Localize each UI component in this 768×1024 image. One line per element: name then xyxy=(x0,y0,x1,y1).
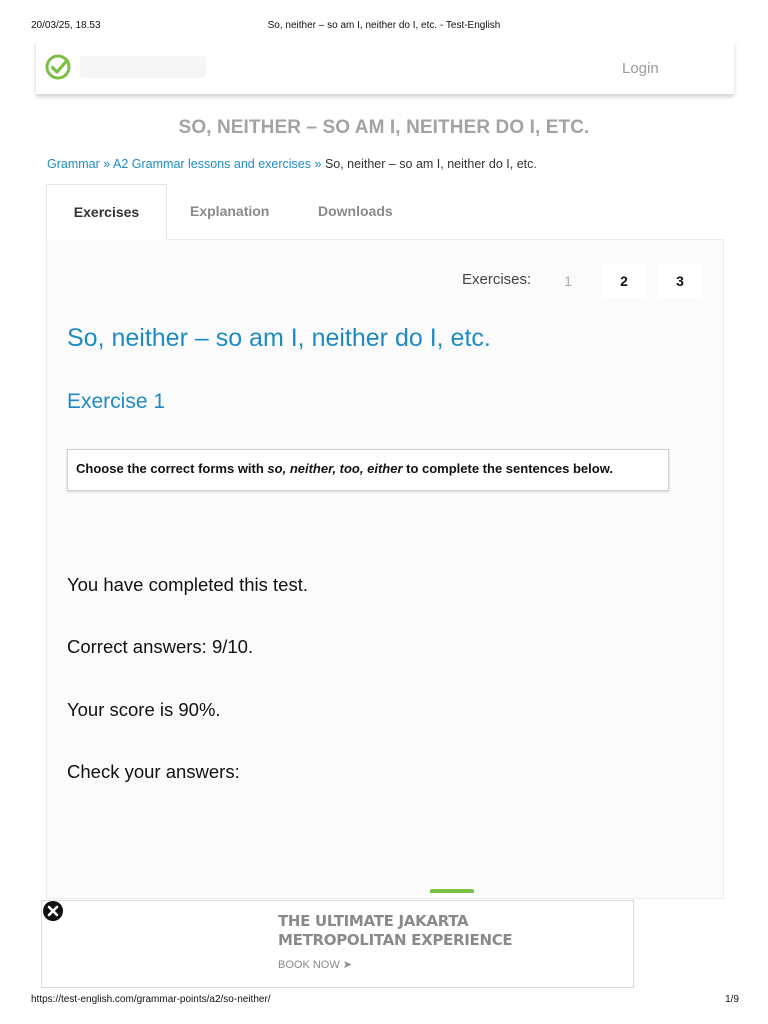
print-title: So, neither – so am I, neither do I, etc. - Test-English xyxy=(267,20,501,31)
ad-banner[interactable] xyxy=(41,900,634,988)
check-answers-button-top[interactable] xyxy=(430,889,474,893)
check-circle-icon[interactable] xyxy=(45,54,71,80)
ad-headline-1: THE ULTIMATE JAKARTA xyxy=(278,912,469,930)
login-link[interactable]: Login xyxy=(622,60,659,77)
print-url: https://test-english.com/grammar-points/a2/so-neither/ xyxy=(31,994,271,1005)
breadcrumb-current: So, neither – so am I, neither do I, etc. xyxy=(324,157,537,171)
site-header xyxy=(36,40,734,94)
exercise-nav-item-1[interactable]: 1 xyxy=(564,273,572,289)
exercise-nav-label: Exercises: xyxy=(462,271,532,288)
print-date: 20/03/25, 18.53 xyxy=(31,20,101,31)
site-logo-text[interactable] xyxy=(80,56,206,78)
instruction-emphasis: so, neither, too, either xyxy=(267,461,403,476)
ad-book-now[interactable]: BOOK NOW ➤ xyxy=(278,959,352,971)
ad-headline-2: METROPOLITAN EXPERIENCE xyxy=(278,931,513,949)
breadcrumb-separator: » xyxy=(103,157,111,171)
result-correct-answers: Correct answers: 9/10. xyxy=(67,636,254,657)
breadcrumb-a2-lessons[interactable]: A2 Grammar lessons and exercises xyxy=(113,157,312,171)
result-completed: You have completed this test. xyxy=(67,574,308,595)
instruction-prefix: Choose the correct forms with xyxy=(76,461,268,476)
breadcrumb-grammar[interactable]: Grammar xyxy=(47,157,100,171)
result-check-answers: Check your answers: xyxy=(67,761,240,782)
close-icon[interactable] xyxy=(42,900,64,922)
breadcrumb-separator: » xyxy=(314,157,322,171)
instruction-suffix: to complete the sentences below. xyxy=(402,461,613,476)
tab-bar xyxy=(46,184,724,240)
print-page-number: 1/9 xyxy=(725,994,739,1005)
exercise-page-title: So, neither – so am I, neither do I, etc. xyxy=(67,324,491,352)
breadcrumb xyxy=(47,157,537,171)
result-score: Your score is 90%. xyxy=(67,699,221,720)
exercise-nav-item-3[interactable]: 3 xyxy=(658,264,702,298)
page-title: SO, NEITHER – SO AM I, NEITHER DO I, ETC. xyxy=(178,117,590,138)
exercise-nav-item-2[interactable]: 2 xyxy=(602,264,646,298)
tab-downloads[interactable]: Downloads xyxy=(318,203,393,219)
tab-exercises[interactable]: Exercises xyxy=(46,184,167,240)
instruction-box xyxy=(67,449,669,491)
print-header xyxy=(0,0,768,34)
print-footer xyxy=(0,994,768,1024)
tab-explanation[interactable]: Explanation xyxy=(190,203,270,219)
exercise-title: Exercise 1 xyxy=(67,390,166,413)
